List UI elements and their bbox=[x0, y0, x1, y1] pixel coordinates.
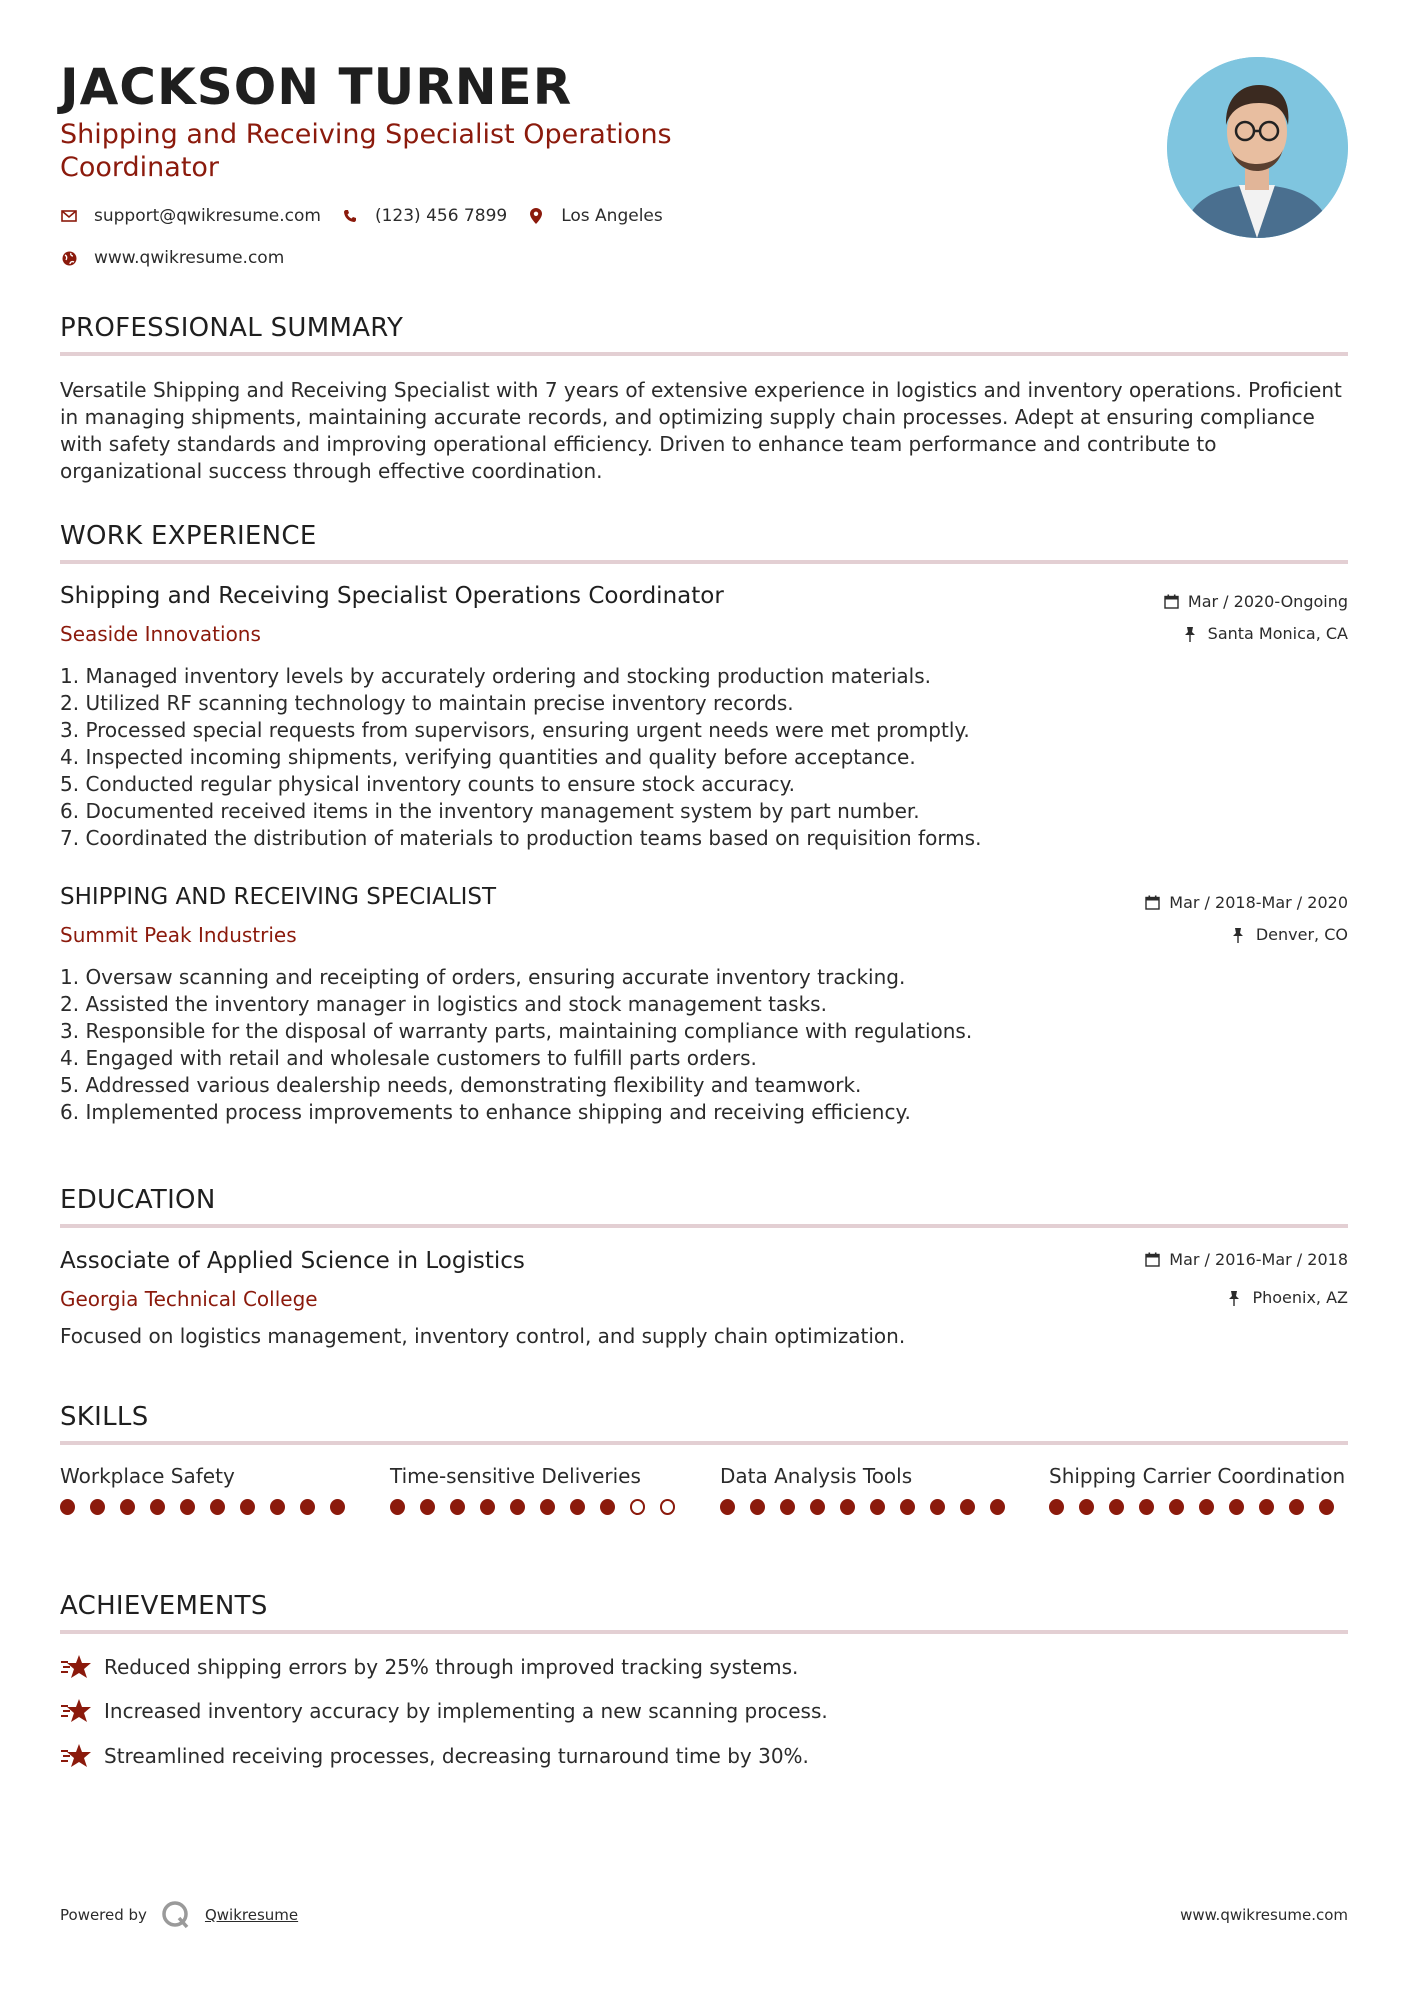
experience-heading: WORK EXPERIENCE bbox=[60, 521, 1348, 564]
star-award-icon bbox=[60, 1742, 92, 1770]
job-title: Shipping and Receiving Specialist Operations Coordinator bbox=[60, 583, 724, 609]
rating-dot-filled bbox=[210, 1499, 225, 1515]
rating-dot-filled bbox=[720, 1499, 735, 1515]
rating-dot-filled bbox=[60, 1499, 75, 1515]
achievement-text: Increased inventory accuracy by implementing a new scanning process. bbox=[104, 1699, 828, 1723]
achievement-item bbox=[60, 1697, 828, 1725]
envelope-icon bbox=[60, 207, 78, 225]
list-item: 3. Processed special requests from supervisors, ensuring urgent needs were met promptly. bbox=[60, 718, 970, 742]
skill-item bbox=[60, 1463, 360, 1515]
star-award-icon bbox=[60, 1697, 92, 1725]
skill-label: Data Analysis Tools bbox=[720, 1464, 913, 1488]
rating-dot-filled bbox=[330, 1499, 345, 1515]
job-location bbox=[1184, 624, 1348, 643]
list-item: 7. Coordinated the distribution of materials to production teams based on requisition forms. bbox=[60, 826, 982, 850]
job-responsibilities bbox=[60, 663, 981, 852]
list-item: 1. Oversaw scanning and receipting of orders, ensuring accurate inventory tracking. bbox=[60, 965, 906, 989]
rating-dot-filled bbox=[1079, 1499, 1094, 1515]
contact-row-secondary bbox=[60, 248, 304, 268]
map-pin-icon bbox=[527, 207, 545, 225]
rating-dot-filled bbox=[90, 1499, 105, 1515]
list-item: 4. Inspected incoming shipments, verifying quantities and quality before acceptance. bbox=[60, 745, 916, 769]
skill-item bbox=[720, 1463, 1020, 1515]
calendar-icon bbox=[1145, 895, 1161, 911]
achievement-item bbox=[60, 1653, 798, 1681]
education-heading: EDUCATION bbox=[60, 1185, 1348, 1228]
star-award-icon bbox=[60, 1653, 92, 1681]
skill-item bbox=[1049, 1463, 1349, 1515]
rating-dot-filled bbox=[750, 1499, 765, 1515]
rating-dot-filled bbox=[510, 1499, 525, 1515]
calendar-icon bbox=[1164, 594, 1180, 610]
job-location-text: Denver, CO bbox=[1255, 925, 1348, 944]
skill-rating bbox=[60, 1499, 360, 1515]
education-location bbox=[1228, 1288, 1348, 1307]
summary-text: Versatile Shipping and Receiving Specialist with 7 years of extensive experience in logistics and inventory operations. Proficient in managing shipments, maintaining accurate records, and optimizing supply chain processes. Adept at ensuring compliance with safety standards and improving operational efficiency. Driven to enhance team performance and contribute to organizational success through effective coordination. bbox=[60, 378, 1342, 483]
qwikresume-link[interactable]: Qwikresume bbox=[204, 1906, 299, 1924]
rating-dot-filled bbox=[450, 1499, 465, 1515]
list-item: 6. Implemented process improvements to enhance shipping and receiving efficiency. bbox=[60, 1100, 911, 1124]
job-dates bbox=[1164, 592, 1348, 611]
achievement-item bbox=[60, 1742, 809, 1770]
list-item: 6. Documented received items in the inventory management system by part number. bbox=[60, 799, 920, 823]
degree-title: Associate of Applied Science in Logistics bbox=[60, 1248, 525, 1274]
list-item: 5. Conducted regular physical inventory counts to ensure stock accuracy. bbox=[60, 772, 795, 796]
skill-rating bbox=[1049, 1499, 1349, 1515]
job-dates-text: Mar / 2020-Ongoing bbox=[1187, 592, 1348, 611]
rating-dot-filled bbox=[840, 1499, 855, 1515]
rating-dot-filled bbox=[810, 1499, 825, 1515]
footer-url[interactable]: www.qwikresume.com bbox=[1180, 1906, 1348, 1924]
skill-label: Workplace Safety bbox=[60, 1464, 235, 1488]
achievement-text: Reduced shipping errors by 25% through improved tracking systems. bbox=[104, 1655, 799, 1679]
list-item: 5. Addressed various dealership needs, demonstrating flexibility and teamwork. bbox=[60, 1073, 862, 1097]
education-dates-text: Mar / 2016-Mar / 2018 bbox=[1169, 1250, 1348, 1269]
pushpin-icon bbox=[1228, 1290, 1244, 1306]
rating-dot-filled bbox=[1049, 1499, 1064, 1515]
skill-label: Shipping Carrier Coordination bbox=[1049, 1464, 1346, 1488]
list-item: 1. Managed inventory levels by accurately ordering and stocking production materials. bbox=[60, 664, 931, 688]
skill-rating bbox=[720, 1499, 1020, 1515]
rating-dot-filled bbox=[600, 1499, 615, 1515]
job-location bbox=[1232, 925, 1348, 944]
job-responsibilities bbox=[60, 964, 972, 1126]
summary-heading: PROFESSIONAL SUMMARY bbox=[60, 313, 1348, 356]
job-dates-text: Mar / 2018-Mar / 2020 bbox=[1169, 893, 1348, 912]
rating-dot-filled bbox=[900, 1499, 915, 1515]
phone-text: (123) 456 7899 bbox=[374, 206, 508, 226]
skill-label: Time-sensitive Deliveries bbox=[390, 1464, 641, 1488]
rating-dot-filled bbox=[300, 1499, 315, 1515]
rating-dot-empty bbox=[630, 1499, 645, 1515]
rating-dot-filled bbox=[570, 1499, 585, 1515]
list-item: 4. Engaged with retail and wholesale customers to fulfill parts orders. bbox=[60, 1046, 757, 1070]
email-text: support@qwikresume.com bbox=[94, 206, 321, 226]
footer-powered-by bbox=[60, 1900, 298, 1930]
candidate-name: JACKSON TURNER bbox=[60, 58, 573, 116]
achievement-text: Streamlined receiving processes, decreasing turnaround time by 30%. bbox=[104, 1744, 809, 1768]
website-text: www.qwikresume.com bbox=[94, 248, 285, 268]
education-description: Focused on logistics management, inventory control, and supply chain optimization. bbox=[60, 1324, 906, 1348]
list-item: 3. Responsible for the disposal of warranty parts, maintaining compliance with regulations. bbox=[60, 1019, 973, 1043]
rating-dot-filled bbox=[180, 1499, 195, 1515]
school-name: Georgia Technical College bbox=[60, 1287, 318, 1311]
job-company: Seaside Innovations bbox=[60, 622, 261, 646]
rating-dot-filled bbox=[1229, 1499, 1244, 1515]
phone-icon bbox=[341, 207, 359, 225]
job-title: SHIPPING AND RECEIVING SPECIALIST bbox=[60, 884, 497, 910]
location-text: Los Angeles bbox=[561, 206, 663, 226]
rating-dot-filled bbox=[870, 1499, 885, 1515]
contact-email[interactable] bbox=[60, 206, 321, 226]
rating-dot-filled bbox=[1139, 1499, 1154, 1515]
contact-row-primary bbox=[60, 206, 683, 226]
rating-dot-filled bbox=[1199, 1499, 1214, 1515]
rating-dot-filled bbox=[270, 1499, 285, 1515]
rating-dot-filled bbox=[780, 1499, 795, 1515]
skill-rating bbox=[390, 1499, 690, 1515]
qwikresume-logo-icon bbox=[161, 1900, 191, 1930]
contact-phone[interactable] bbox=[341, 206, 507, 226]
rating-dot-filled bbox=[480, 1499, 495, 1515]
pushpin-icon bbox=[1232, 927, 1248, 943]
rating-dot-filled bbox=[420, 1499, 435, 1515]
education-location-text: Phoenix, AZ bbox=[1252, 1288, 1348, 1307]
education-dates bbox=[1145, 1250, 1348, 1269]
list-item: 2. Assisted the inventory manager in logistics and stock management tasks. bbox=[60, 992, 827, 1016]
globe-icon bbox=[60, 249, 78, 267]
rating-dot-filled bbox=[1109, 1499, 1124, 1515]
rating-dot-filled bbox=[1259, 1499, 1274, 1515]
resume-page bbox=[60, 0, 1348, 1990]
profile-photo bbox=[1167, 57, 1348, 238]
rating-dot-filled bbox=[990, 1499, 1005, 1515]
candidate-headline: Shipping and Receiving Specialist Operations Coordinator bbox=[60, 119, 672, 183]
job-dates bbox=[1145, 893, 1348, 912]
rating-dot-empty bbox=[660, 1499, 675, 1515]
contact-location bbox=[527, 206, 663, 226]
rating-dot-filled bbox=[1319, 1499, 1334, 1515]
skill-item bbox=[390, 1463, 690, 1515]
skills-heading: SKILLS bbox=[60, 1402, 1348, 1445]
rating-dot-filled bbox=[390, 1499, 405, 1515]
job-company: Summit Peak Industries bbox=[60, 923, 297, 947]
rating-dot-filled bbox=[540, 1499, 555, 1515]
rating-dot-filled bbox=[960, 1499, 975, 1515]
rating-dot-filled bbox=[1289, 1499, 1304, 1515]
rating-dot-filled bbox=[150, 1499, 165, 1515]
rating-dot-filled bbox=[930, 1499, 945, 1515]
achievements-heading: ACHIEVEMENTS bbox=[60, 1591, 1348, 1634]
job-location-text: Santa Monica, CA bbox=[1207, 624, 1348, 643]
calendar-icon bbox=[1145, 1252, 1161, 1268]
pushpin-icon bbox=[1184, 626, 1200, 642]
rating-dot-filled bbox=[240, 1499, 255, 1515]
rating-dot-filled bbox=[1169, 1499, 1184, 1515]
list-item: 2. Utilized RF scanning technology to maintain precise inventory records. bbox=[60, 691, 794, 715]
powered-by-text: Powered by bbox=[60, 1906, 147, 1924]
rating-dot-filled bbox=[120, 1499, 135, 1515]
contact-website[interactable] bbox=[60, 248, 284, 268]
